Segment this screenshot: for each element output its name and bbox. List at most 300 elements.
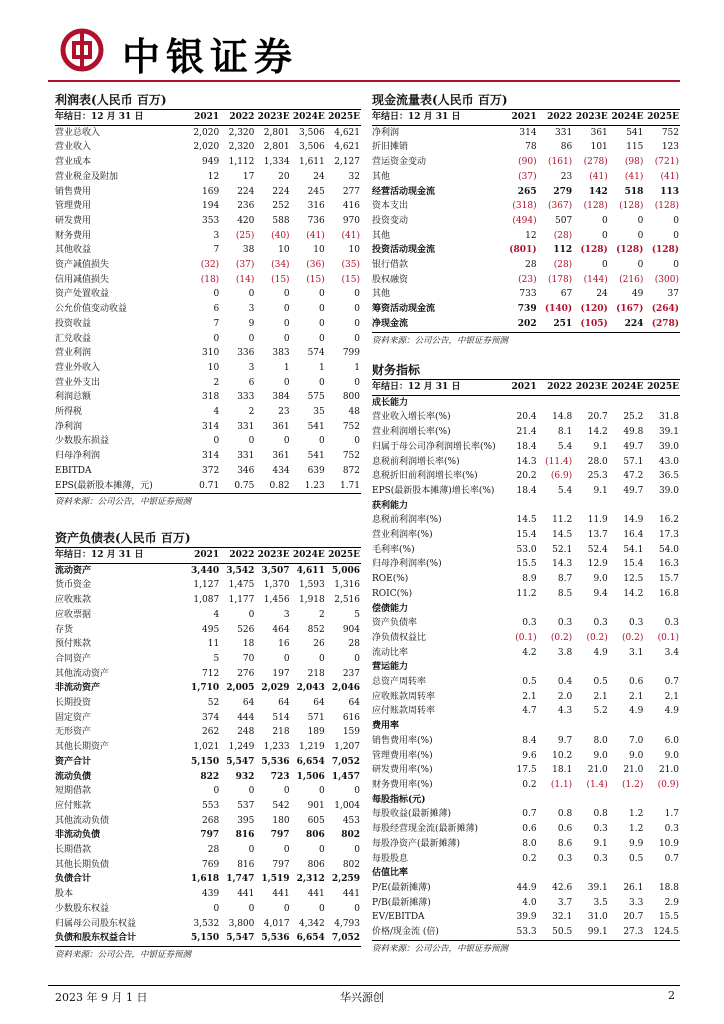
- table-row: [372, 499, 680, 514]
- row-label: 其他: [372, 289, 391, 300]
- table-row: [55, 770, 361, 785]
- cell-value: 1.23: [304, 480, 325, 491]
- cell-value: 27.3: [623, 927, 644, 938]
- cell-value: 16.3: [658, 559, 679, 570]
- cell-value: 1,611: [298, 157, 325, 168]
- cell-value: (41): [341, 230, 360, 241]
- table-row: [55, 872, 361, 887]
- cell-value: 0.3: [629, 618, 644, 629]
- cell-value: 2: [319, 609, 325, 620]
- cell-value: 20.7: [623, 912, 644, 923]
- cell-value: 518: [624, 186, 644, 197]
- cell-value: 0: [248, 845, 255, 856]
- cell-value: 237: [342, 668, 360, 679]
- cell-value: 86: [560, 142, 573, 153]
- cell-value: 11.2: [552, 515, 573, 526]
- table-row: [55, 229, 361, 244]
- cell-value: 318: [202, 392, 220, 403]
- cell-value: 434: [272, 465, 290, 476]
- cell-value: [538, 866, 574, 881]
- cell-value: (278): [651, 318, 679, 329]
- year-column-header: 2023E: [573, 380, 609, 395]
- cell-value: 852: [307, 624, 325, 635]
- cell-value: 1,475: [228, 580, 255, 591]
- cell-value: 0: [354, 786, 360, 797]
- cell-value: 1,370: [263, 580, 290, 591]
- cell-value: 1,004: [334, 800, 360, 811]
- cell-value: 49.7: [623, 485, 644, 496]
- cell-value: 816: [235, 830, 255, 841]
- cell-value: 2: [248, 407, 255, 418]
- cell-value: 4,017: [263, 918, 290, 929]
- row-label: 财务费用率(%): [372, 779, 433, 790]
- cell-value: 16.4: [623, 530, 644, 541]
- cell-value: 169: [202, 186, 220, 197]
- row-label: 偿债能力: [372, 603, 409, 614]
- cell-value: 1,710: [191, 683, 220, 694]
- table-row: [372, 734, 680, 749]
- cell-value: 43.0: [658, 456, 679, 467]
- cell-value: 21.0: [658, 765, 679, 776]
- cell-value: 316: [307, 201, 325, 212]
- cell-value: 314: [202, 421, 220, 432]
- cell-value: 0: [213, 903, 220, 914]
- cell-value: 28.0: [587, 456, 608, 467]
- cell-value: 336: [237, 348, 255, 359]
- cell-value: 197: [272, 668, 290, 679]
- table-row: [55, 273, 361, 288]
- row-label: 净现金流: [372, 318, 409, 329]
- cell-value: (178): [547, 274, 573, 285]
- cell-value: 0: [673, 260, 679, 271]
- cell-value: 639: [307, 465, 325, 476]
- table-row: [372, 484, 680, 499]
- cell-value: 1,087: [193, 595, 220, 606]
- cell-value: (721): [654, 157, 679, 168]
- table-row: [372, 125, 680, 140]
- cell-value: 14.3: [516, 456, 537, 467]
- table-row: [372, 763, 680, 778]
- cell-value: 24: [596, 289, 608, 300]
- cell-value: 9.1: [593, 485, 608, 496]
- cell-value: 113: [660, 186, 679, 197]
- cell-value: 20.2: [516, 471, 537, 482]
- table-row: [55, 593, 361, 608]
- cell-value: 52: [207, 698, 220, 709]
- year-column-header: 2022: [538, 110, 574, 125]
- cell-value: 11.2: [516, 588, 537, 599]
- cell-value: 279: [553, 186, 573, 197]
- row-label: ROIC(%): [372, 588, 413, 599]
- cell-value: 16.8: [658, 588, 679, 599]
- table-row: [372, 866, 680, 881]
- cell-value: 0: [637, 215, 644, 226]
- cell-value: 101: [590, 142, 608, 153]
- table-row: [372, 572, 680, 587]
- year-column-header: 2022: [538, 380, 574, 395]
- cell-value: 39.0: [658, 441, 679, 452]
- table-row: [372, 455, 680, 470]
- cell-value: [609, 866, 645, 881]
- cell-value: 23: [560, 171, 573, 182]
- row-label: 营业收入增长率(%): [372, 412, 451, 423]
- cell-value: 514: [272, 712, 290, 723]
- cell-value: 9: [248, 318, 255, 329]
- cell-value: 3: [283, 609, 290, 620]
- income-source-note: 资料来源：公司公告，中银证券预测: [55, 493, 361, 510]
- cell-value: 1,207: [334, 742, 360, 753]
- cell-value: (41): [624, 171, 644, 182]
- cell-value: 0: [354, 845, 360, 856]
- cell-value: 218: [272, 727, 290, 738]
- cell-value: 159: [342, 727, 360, 738]
- cell-value: 7: [213, 245, 220, 256]
- table-row: [372, 852, 680, 867]
- table-row: [372, 317, 680, 332]
- cell-value: 4.9: [629, 706, 644, 717]
- table-row: [372, 778, 680, 793]
- cell-value: [538, 719, 574, 734]
- cell-value: 9.0: [664, 750, 679, 761]
- table-row: [372, 881, 680, 896]
- cell-value: 18.8: [658, 882, 679, 893]
- table-row: [372, 587, 680, 602]
- cell-value: 38: [242, 245, 255, 256]
- cell-value: [573, 793, 609, 808]
- table-row: [372, 140, 680, 155]
- cell-value: 10: [313, 245, 325, 256]
- cell-value: 441: [307, 889, 325, 900]
- cell-value: 799: [342, 348, 360, 359]
- cell-value: 6.0: [664, 735, 679, 746]
- row-label: 营业利润率(%): [372, 530, 433, 541]
- cell-value: 265: [517, 186, 537, 197]
- cell-value: 739: [517, 304, 537, 315]
- cell-value: 3,507: [261, 565, 290, 576]
- table-row: [55, 652, 361, 667]
- cell-value: 353: [202, 215, 220, 226]
- row-label: 少数股东权益: [55, 903, 110, 914]
- cell-value: 0: [283, 304, 290, 315]
- year-end-header: 年结日：12 月 31 日: [55, 548, 185, 563]
- cell-value: 2,127: [334, 157, 360, 168]
- table-row: [372, 822, 680, 837]
- row-label: 其他流动资产: [55, 668, 110, 679]
- cell-value: 0: [354, 304, 360, 315]
- cell-value: 28: [207, 845, 220, 856]
- cell-value: 52.4: [587, 544, 608, 555]
- cell-value: 39.1: [658, 427, 679, 438]
- cell-value: 2,516: [334, 595, 360, 606]
- cell-value: 54.1: [623, 544, 644, 555]
- cell-value: 0: [354, 436, 360, 447]
- cell-value: (140): [544, 304, 573, 315]
- cell-value: 0: [319, 289, 325, 300]
- row-label: 其他长期负债: [55, 859, 110, 870]
- table-row: [372, 704, 680, 719]
- row-label: 负债和股东权益合计: [55, 933, 137, 944]
- income-statement-title: 利润表(人民币 百万): [55, 92, 361, 110]
- cell-value: 0: [283, 377, 290, 388]
- row-label: 其他: [372, 171, 391, 182]
- row-label: 所得税: [55, 407, 83, 418]
- row-label: 获利能力: [372, 500, 409, 511]
- cell-value: 23: [278, 407, 290, 418]
- row-label: 负债合计: [55, 874, 92, 885]
- cell-value: 194: [202, 201, 220, 212]
- row-label: 资产减值损失: [55, 260, 110, 271]
- cell-value: 1,233: [263, 742, 290, 753]
- income-statement-table: [55, 110, 361, 493]
- table-row: [55, 578, 361, 593]
- row-label: 短期借款: [55, 786, 92, 797]
- cell-value: 8.5: [557, 588, 573, 599]
- cell-value: 420: [237, 215, 255, 226]
- cell-value: 806: [307, 859, 325, 870]
- cell-value: [644, 866, 680, 881]
- cell-value: 21.0: [623, 765, 644, 776]
- cell-value: 9.9: [629, 838, 644, 849]
- cell-value: 752: [342, 421, 360, 432]
- cell-value: 2,020: [193, 127, 220, 138]
- row-label: 资产合计: [55, 756, 92, 767]
- cell-value: 99.1: [587, 927, 608, 938]
- cell-value: [502, 719, 538, 734]
- cell-value: 5: [354, 609, 360, 620]
- cell-value: 361: [272, 421, 290, 432]
- table-row: [55, 258, 361, 273]
- cell-value: 464: [272, 624, 290, 635]
- cell-value: 7: [213, 318, 220, 329]
- cell-value: [573, 866, 609, 881]
- cell-value: 537: [237, 800, 255, 811]
- table-row: [372, 469, 680, 484]
- row-label: 归属于母公司净利润增长率(%): [372, 441, 496, 452]
- cell-value: 0.7: [522, 809, 537, 820]
- table-row: [55, 755, 361, 770]
- cell-value: 0: [354, 377, 360, 388]
- cell-value: 12: [207, 171, 220, 182]
- cell-value: [573, 395, 609, 410]
- row-label: 研发费用率(%): [372, 765, 433, 776]
- balance-sheet-table: [55, 548, 361, 946]
- cell-value: 13.7: [587, 530, 608, 541]
- cell-value: (90): [518, 157, 537, 168]
- table-row: [372, 837, 680, 852]
- cell-value: 49: [631, 289, 644, 300]
- cell-value: 1,918: [298, 595, 325, 606]
- cell-value: 2,043: [296, 683, 325, 694]
- cell-value: 32.1: [552, 912, 573, 923]
- cell-value: 4: [213, 609, 220, 620]
- table-row: [55, 420, 361, 435]
- row-label: 信用减值损失: [55, 274, 110, 285]
- cell-value: [502, 866, 538, 881]
- row-label: EBITDA: [55, 465, 92, 476]
- cell-value: [644, 395, 680, 410]
- cell-value: 245: [307, 186, 325, 197]
- row-label: 总资产周转率: [372, 677, 427, 688]
- cell-value: [538, 499, 574, 514]
- cell-value: 441: [237, 889, 255, 900]
- cell-value: 1,593: [298, 580, 325, 591]
- table-row: [372, 896, 680, 911]
- cell-value: 28: [348, 639, 360, 650]
- cell-value: 872: [342, 465, 360, 476]
- cell-value: (34): [271, 260, 290, 271]
- table-row: [55, 170, 361, 185]
- cell-value: 6,654: [296, 756, 325, 767]
- cell-value: 28: [525, 260, 537, 271]
- table-row: [55, 405, 361, 420]
- cell-value: 806: [305, 830, 325, 841]
- cell-value: 802: [342, 859, 360, 870]
- year-column-header: 2022: [220, 110, 255, 125]
- cell-value: 453: [342, 815, 360, 826]
- cell-value: [644, 719, 680, 734]
- cell-value: 553: [202, 800, 220, 811]
- cell-value: 49.8: [623, 427, 644, 438]
- ratios-source-note: 资料来源：公司公告，中银证券预测: [372, 940, 680, 957]
- cell-value: (25): [235, 230, 255, 241]
- row-label: 资产处置收益: [55, 289, 110, 300]
- cell-value: 112: [553, 245, 573, 256]
- cell-value: 4,621: [334, 142, 360, 153]
- cell-value: 416: [342, 201, 360, 212]
- table-header-row: [55, 548, 361, 563]
- cell-value: [538, 395, 574, 410]
- cell-value: 1: [283, 362, 290, 373]
- table-row: [55, 361, 361, 376]
- year-end-header: 年结日：12 月 31 日: [372, 110, 502, 125]
- cell-value: 2,801: [263, 142, 290, 153]
- cell-value: 542: [272, 800, 290, 811]
- cell-value: 904: [342, 624, 360, 635]
- cell-value: 932: [235, 771, 255, 782]
- cell-value: 3,800: [228, 918, 255, 929]
- cell-value: 2,320: [228, 127, 255, 138]
- table-row: [55, 608, 361, 623]
- cell-value: 0: [283, 333, 290, 344]
- row-label: 销售费用: [55, 186, 92, 197]
- cell-value: 262: [202, 727, 220, 738]
- table-row: [55, 243, 361, 258]
- row-label: 估值比率: [372, 868, 409, 879]
- row-label: 应付账款: [55, 800, 92, 811]
- row-label: 应收账款周转率: [372, 691, 436, 702]
- income-statement-panel: [55, 92, 361, 510]
- table-header-row: [372, 380, 680, 395]
- table-row: [55, 667, 361, 682]
- cell-value: [644, 499, 680, 514]
- cell-value: 1,127: [193, 580, 220, 591]
- cell-value: 12: [525, 230, 537, 241]
- table-row: [372, 616, 680, 631]
- page-number: 2: [668, 989, 675, 1002]
- cell-value: 123: [661, 142, 679, 153]
- row-label: 营业外支出: [55, 377, 101, 388]
- cell-value: 14.9: [623, 515, 644, 526]
- row-label: 财务费用: [55, 230, 92, 241]
- cell-value: 0: [248, 609, 255, 620]
- cell-value: 5.4: [557, 485, 573, 496]
- cell-value: [609, 660, 645, 675]
- cell-value: 53.0: [516, 544, 537, 555]
- cell-value: 142: [588, 186, 608, 197]
- cell-value: 0: [673, 230, 679, 241]
- cell-value: 20.7: [587, 412, 608, 423]
- row-label: 利润总额: [55, 392, 92, 403]
- cell-value: 4.3: [557, 706, 573, 717]
- row-label: 营业成本: [55, 157, 92, 168]
- row-label: 公允价值变动收益: [55, 304, 128, 315]
- cell-value: 384: [272, 392, 290, 403]
- cell-value: (105): [580, 318, 608, 329]
- table-row: [55, 125, 361, 140]
- cell-value: (15): [306, 274, 325, 285]
- cell-value: 0.82: [269, 480, 290, 491]
- cell-value: [609, 793, 645, 808]
- cell-value: 2,320: [228, 142, 255, 153]
- cell-value: 3.7: [557, 897, 573, 908]
- cell-value: 3.4: [664, 647, 679, 658]
- table-row: [372, 287, 680, 302]
- cell-value: [644, 660, 680, 675]
- cell-value: 9.6: [522, 750, 537, 761]
- cell-value: 0.3: [593, 618, 608, 629]
- cell-value: 0: [248, 333, 255, 344]
- year-column-header: 2024E: [609, 380, 645, 395]
- row-label: 长期投资: [55, 698, 92, 709]
- cell-value: 0: [319, 318, 325, 329]
- table-row: [55, 637, 361, 652]
- cell-value: 1,316: [334, 580, 360, 591]
- table-row: [372, 793, 680, 808]
- cell-value: 1,457: [331, 771, 360, 782]
- table-row: [372, 690, 680, 705]
- cell-value: 0: [213, 786, 220, 797]
- cell-value: (318): [512, 201, 537, 212]
- cell-value: 0.4: [557, 677, 573, 688]
- row-label: 成长能力: [372, 397, 409, 408]
- cell-value: 541: [626, 127, 644, 138]
- year-column-header: 2021: [185, 548, 220, 563]
- row-label: 每股股息: [372, 853, 409, 864]
- cell-value: 26: [313, 639, 325, 650]
- table-row: [372, 719, 680, 734]
- cell-value: 733: [519, 289, 537, 300]
- row-label: 长期借款: [55, 845, 92, 856]
- cell-value: 4,342: [298, 918, 325, 929]
- cell-value: 0.75: [234, 480, 255, 491]
- cell-value: 8.0: [522, 838, 537, 849]
- cell-value: (128): [619, 201, 644, 212]
- table-row: [372, 243, 680, 258]
- cell-value: 575: [307, 392, 325, 403]
- cell-value: 0: [213, 289, 220, 300]
- financial-ratios-panel: [372, 362, 680, 957]
- row-label: 价格/现金流 (倍): [372, 927, 439, 938]
- cell-value: (41): [660, 171, 679, 182]
- cell-value: (300): [654, 274, 679, 285]
- balance-sheet-title: 资产负债表(人民币 百万): [55, 530, 361, 548]
- table-row: [372, 410, 680, 425]
- cell-value: 800: [342, 392, 360, 403]
- cell-value: (32): [200, 260, 220, 271]
- balance-sheet-panel: [55, 530, 361, 963]
- cell-value: 0: [248, 289, 255, 300]
- row-label: EPS(最新股本摊薄)增长率(%): [372, 485, 495, 496]
